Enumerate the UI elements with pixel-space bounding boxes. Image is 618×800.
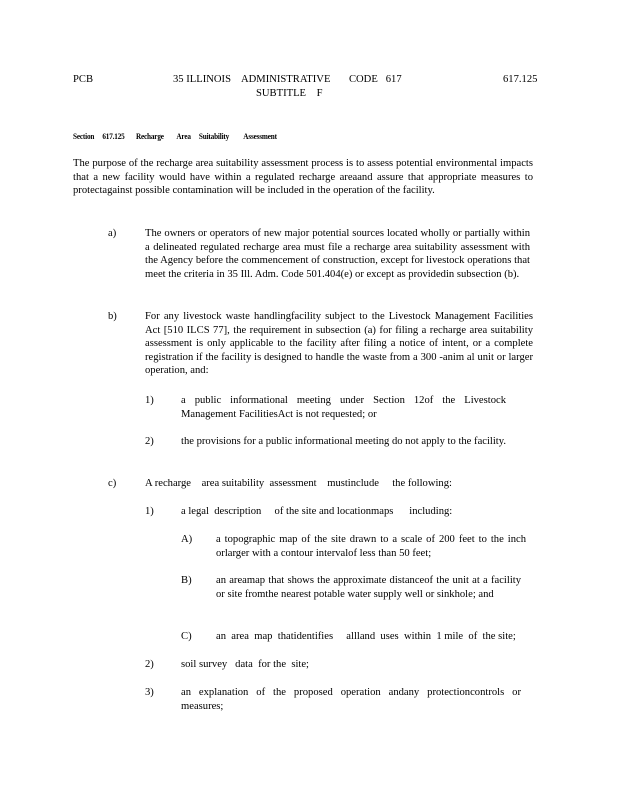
item-c-text: A recharge area suitability assessment mustinclude the following:	[145, 478, 452, 489]
item-cA-label: A)	[181, 534, 193, 545]
item-a-label: a)	[108, 228, 117, 239]
item-b-label: b)	[108, 311, 117, 322]
item-b2-label: 2)	[145, 436, 154, 447]
item-cB-text: an areamap that shows the approximate distanceof the unit at a facility or site fromthe nearest potable water supply well or sinkhole; and	[216, 575, 521, 600]
header-center-line2: SUBTITLE F	[256, 88, 323, 99]
header-left: PCB	[73, 74, 94, 85]
item-cA-text: a topographic map of the site drawn to a scale of 200 feet to the inch orlarger with a contour intervalof less than 50 feet;	[216, 534, 526, 559]
header-center-line1: 35 ILLINOIS ADMINISTRATIVE CODE 617	[173, 74, 402, 85]
item-cB-label: B)	[181, 575, 192, 586]
item-b2-text: the provisions for a public informational meeting do not apply to the facility.	[181, 436, 506, 447]
item-c1-text: a legal description of the site and locationmaps including:	[181, 506, 453, 517]
header-right: 617.125	[503, 74, 538, 85]
section-heading: Section 617.125 Recharge Area Suitability Assessment	[73, 132, 277, 141]
item-cC-text: an area map thatidentifies allland uses within 1 mile of the site;	[216, 631, 516, 642]
item-c-label: c)	[108, 478, 117, 489]
item-cC-label: C)	[181, 631, 192, 642]
item-c3-text: an explanation of the proposed operation andany protectioncontrols or measures;	[181, 687, 521, 712]
intro-paragraph: The purpose of the recharge area suitability assessment process is to assess potential environmental impacts that a new facility would have within a regulated recharge areaand assure that appropriate measures to protectagainst possible contamination will be included in the operation of the facility.	[73, 158, 533, 197]
item-c2-label: 2)	[145, 659, 154, 670]
item-b-text: For any livestock waste handlingfacility subject to the Livestock Management Facilities Act [510 ILCS 77], the requirement in subsection (a) for filing a recharge area suitability assessment is only applicable to the facility after filing a notice of intent, or a complete registration if the facility is designed to handle the waste from a 300 -anim al unit or larger operation, and:	[145, 311, 533, 377]
item-c3-label: 3)	[145, 687, 154, 698]
item-b1-text: a public informational meeting under Section 12of the Livestock Management FacilitiesAct is not requested; or	[181, 395, 506, 420]
item-b1-label: 1)	[145, 395, 154, 406]
item-c2-text: soil survey data for the site;	[181, 659, 309, 670]
item-a-text: The owners or operators of new major potential sources located wholly or partially within a delineated regulated recharge area must file a recharge area suitability assessment with the Agency before the commencement of construction, except for livestock operations that meet the criteria in 35 Ill. Adm. Code 501.404(e) or except as providedin subsection (b).	[145, 228, 530, 280]
item-c1-label: 1)	[145, 506, 154, 517]
